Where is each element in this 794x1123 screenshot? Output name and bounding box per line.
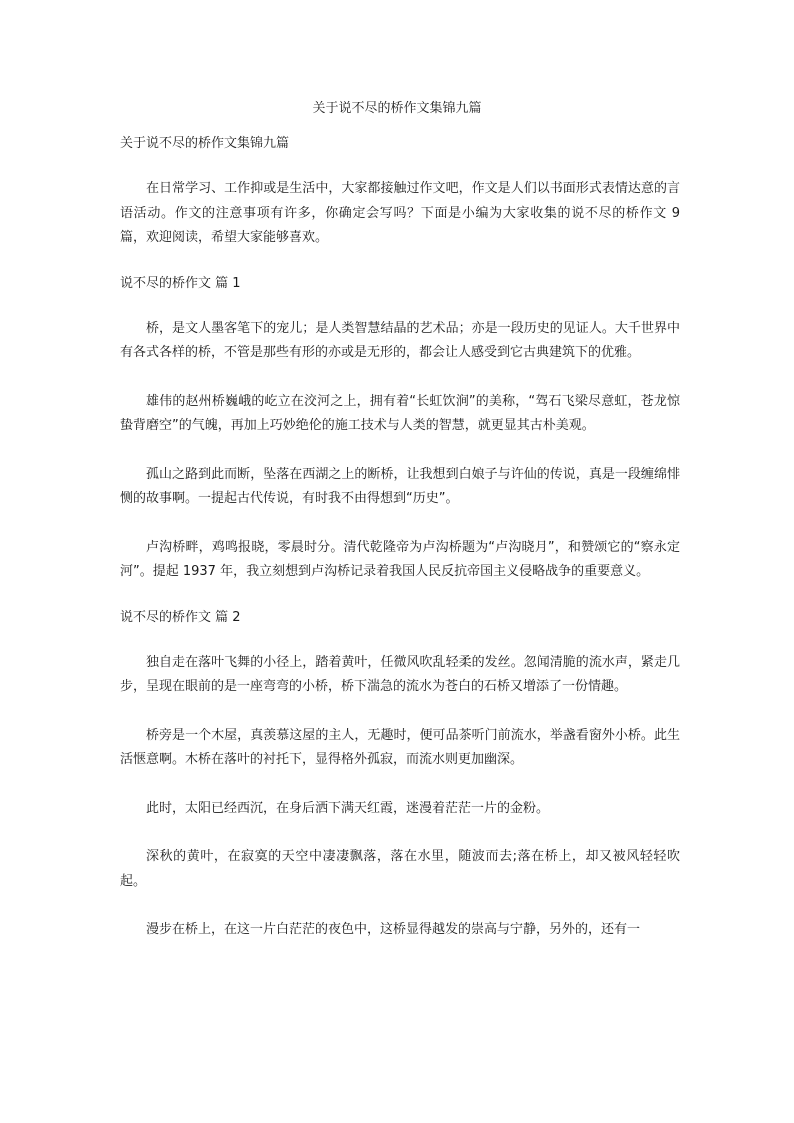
document-body bbox=[120, 135, 680, 967]
section-2-paragraph: 深秋的黄叶，在寂寞的天空中凄凄飘落，落在水里，随波而去;落在桥上，却又被风轻轻吹起。 bbox=[120, 849, 680, 889]
section-2-paragraph: 漫步在桥上，在这一片白茫茫的夜色中，这桥显得越发的崇高与宁静，另外的，还有一 bbox=[146, 922, 641, 937]
section-1-paragraph: 桥，是文人墨客笔下的宠儿；是人类智慧结晶的艺术品；亦是一段历史的见证人。大千世界中有各式各样的桥，不管是那些有形的亦或是无形的，都会让人感受到它古典建筑下的优雅。 bbox=[120, 320, 680, 360]
section-1-paragraph: 卢沟桥畔，鸡鸣报晓，零晨时分。清代乾隆帝为卢沟桥题为“卢沟晓月”，和赞颂它的“察永定河”。提起 1937 年，我立刻想到卢沟桥记录着我国人民反抗帝国主义侵略战争的重要意义。 bbox=[120, 539, 680, 579]
intro-paragraph: 在日常学习、工作抑或是生活中，大家都接触过作文吧，作文是人们以书面形式表情达意的言语活动。作文的注意事项有许多，你确定会写吗？下面是小编为大家收集的说不尽的桥作文 9 篇，欢迎阅读，希望大家能够喜欢。 bbox=[120, 181, 680, 245]
section-1-paragraph: 孤山之路到此而断，坠落在西湖之上的断桥，让我想到白娘子与许仙的传说，真是一段缠绵悱恻的故事啊。一提起古代传说，有时我不由得想到“历史”。 bbox=[120, 466, 680, 506]
document-subtitle: 关于说不尽的桥作文集锦九篇 bbox=[120, 136, 290, 151]
section-2-paragraph: 桥旁是一个木屋，真羡慕这屋的主人，无趣时，便可品茶听门前流水，举盏看窗外小桥。此生活惬意啊。木桥在落叶的衬托下，显得格外孤寂，而流水则更加幽深。 bbox=[120, 727, 680, 767]
section-heading-2: 说不尽的桥作文 篇 2 bbox=[120, 609, 241, 625]
section-1-paragraph: 雄伟的赵州桥巍峨的屹立在洨河之上，拥有着“长虹饮涧”的美称，“驾石飞梁尽意虹，苍龙惊蛰背磨空”的气魄，再加上巧妙绝伦的施工技术与人类的智慧，就更显其古朴美观。 bbox=[120, 393, 680, 433]
document-title: 关于说不尽的桥作文集锦九篇 bbox=[312, 101, 482, 116]
section-heading-1: 说不尽的桥作文 篇 1 bbox=[120, 275, 241, 291]
section-2-paragraph: 此时，太阳已经西沉，在身后洒下满天红霞，迷漫着茫茫一片的金粉。 bbox=[146, 800, 550, 816]
section-2-paragraph: 独自走在落叶飞舞的小径上，踏着黄叶，任微风吹乱轻柔的发丝。忽闻清脆的流水声，紧走几步，呈现在眼前的是一座弯弯的小桥，桥下湍急的流水为苍白的石桥又增添了一份情趣。 bbox=[120, 654, 680, 694]
